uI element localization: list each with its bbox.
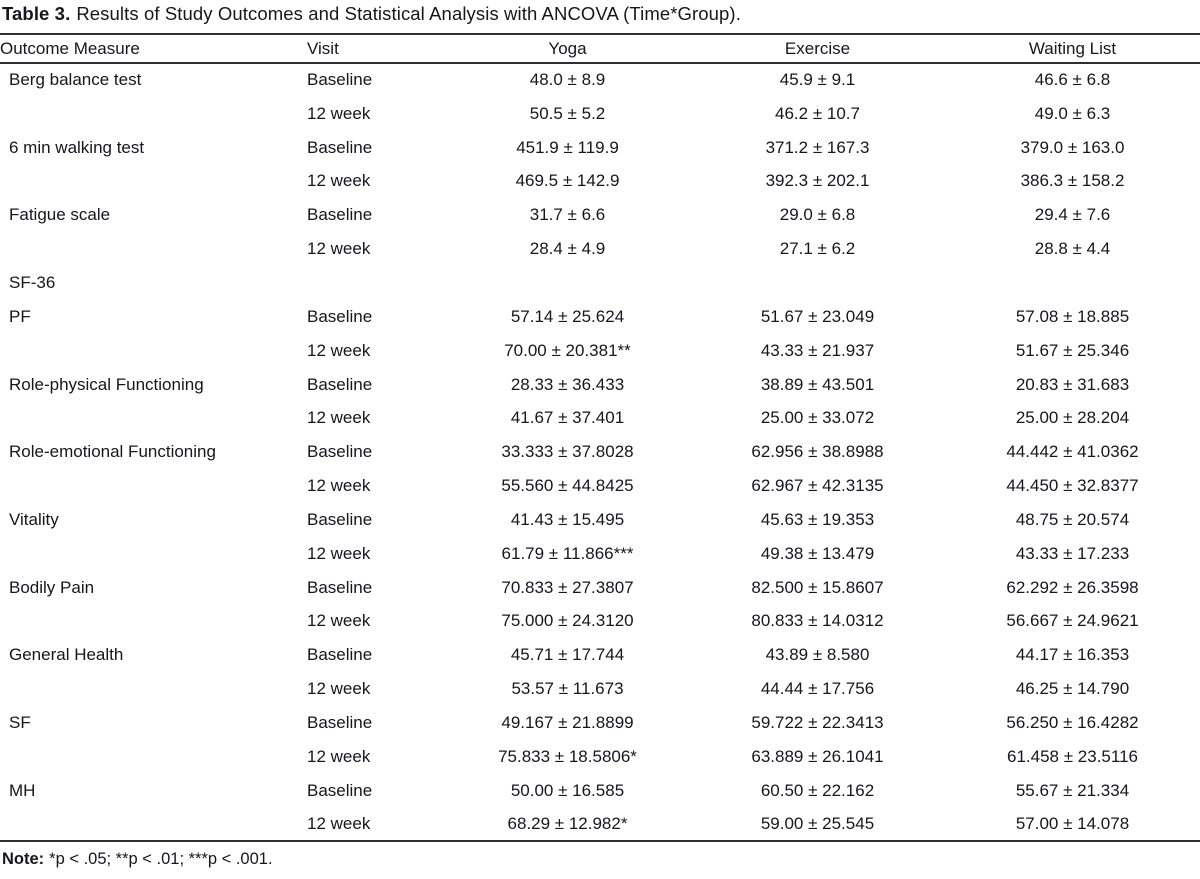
yoga-value-cell: 41.67 ± 37.401: [510, 408, 625, 428]
outcome-measure-cell: [0, 334, 307, 368]
visit-cell: 12 week: [307, 171, 371, 191]
visit-cell: Baseline: [307, 442, 373, 462]
table-row: [0, 131, 1200, 165]
table-row: [0, 435, 1200, 469]
exercise-value-cell: 44.44 ± 17.756: [760, 679, 875, 699]
results-table: [0, 33, 1200, 842]
exercise-value-cell: 43.33 ± 21.937: [760, 340, 875, 360]
visit-cell: 12 week: [307, 611, 371, 631]
yoga-value-cell: 61.79 ± 11.866***: [501, 543, 634, 563]
table-caption: Results of Study Outcomes and Statistical Analysis with ANCOVA (Time*Group).: [76, 3, 741, 24]
waiting-list-value-cell: 46.25 ± 14.790: [1015, 679, 1130, 699]
visit-cell: Baseline: [307, 509, 373, 529]
yoga-value-cell: 55.560 ± 44.8425: [501, 476, 634, 496]
exercise-value-cell: 60.50 ± 22.162: [760, 780, 875, 800]
yoga-value-cell: 41.43 ± 15.495: [510, 509, 625, 529]
header-row: [0, 34, 1200, 63]
col-header-yoga: Yoga: [445, 34, 690, 63]
table-row: [0, 537, 1200, 571]
outcome-measure-cell: General Health: [9, 645, 124, 665]
waiting-list-value-cell: 56.667 ± 24.9621: [1006, 611, 1139, 631]
col-header-exercise: Exercise: [690, 34, 945, 63]
exercise-value-cell: 43.89 ± 8.580: [765, 645, 870, 665]
visit-cell: 12 week: [307, 813, 371, 833]
yoga-value-cell: 70.00 ± 20.381**: [504, 340, 631, 360]
waiting-list-value-cell: 46.6 ± 6.8: [1034, 70, 1111, 90]
visit-cell: 12 week: [307, 239, 371, 259]
yoga-value-cell: 75.833 ± 18.5806*: [498, 746, 637, 766]
waiting-list-value-cell: 25.00 ± 28.204: [1015, 408, 1130, 428]
table-header: [0, 34, 1200, 63]
outcome-measure-cell: [0, 672, 307, 706]
note-text: *p < .05; **p < .01; ***p < .001.: [49, 850, 273, 869]
outcome-measure-cell: Role-emotional Functioning: [9, 442, 216, 462]
yoga-value-cell: 33.333 ± 37.8028: [501, 442, 634, 462]
visit-cell: 12 week: [307, 746, 371, 766]
visit-cell: Baseline: [307, 645, 373, 665]
table-row: [0, 334, 1200, 368]
yoga-value-cell: 28.33 ± 36.433: [510, 374, 625, 394]
exercise-value-cell: 82.500 ± 15.8607: [751, 577, 884, 597]
waiting-list-value-cell: 386.3 ± 158.2: [1020, 171, 1125, 191]
visit-cell: 12 week: [307, 340, 371, 360]
table-row: [0, 503, 1200, 537]
table-number-label: Table 3.: [2, 3, 71, 24]
outcome-measure-cell: [0, 469, 307, 503]
yoga-value-cell: 48.0 ± 8.9: [529, 70, 606, 90]
exercise-value-cell: 63.889 ± 26.1041: [751, 746, 884, 766]
waiting-list-value-cell: 51.67 ± 25.346: [1015, 340, 1130, 360]
yoga-value-cell: [445, 266, 690, 300]
exercise-value-cell: 51.67 ± 23.049: [760, 306, 875, 326]
waiting-list-value-cell: 44.442 ± 41.0362: [1006, 442, 1139, 462]
table-row: [0, 368, 1200, 402]
table-row: [0, 740, 1200, 774]
waiting-list-value-cell: 28.8 ± 4.4: [1034, 239, 1111, 259]
table-row: [0, 672, 1200, 706]
table-row: [0, 198, 1200, 232]
waiting-list-value-cell: 43.33 ± 17.233: [1015, 543, 1130, 563]
waiting-list-value-cell: 57.00 ± 14.078: [1015, 813, 1130, 833]
table-row: [0, 63, 1200, 97]
exercise-value-cell: 38.89 ± 43.501: [760, 374, 875, 394]
yoga-value-cell: 75.000 ± 24.3120: [501, 611, 634, 631]
yoga-value-cell: 70.833 ± 27.3807: [501, 577, 634, 597]
yoga-value-cell: 451.9 ± 119.9: [516, 137, 619, 157]
outcome-measure-cell: Vitality: [9, 509, 59, 529]
exercise-value-cell: 392.3 ± 202.1: [765, 171, 870, 191]
outcome-measure-cell: SF-36: [9, 272, 56, 292]
table-row: [0, 266, 1200, 300]
visit-cell: 12 week: [307, 543, 371, 563]
outcome-measure-cell: PF: [9, 306, 31, 326]
outcome-measure-cell: Role-physical Functioning: [9, 374, 204, 394]
outcome-measure-cell: 6 min walking test: [9, 137, 145, 157]
visit-cell: 12 week: [307, 408, 371, 428]
yoga-value-cell: 469.5 ± 142.9: [515, 171, 620, 191]
waiting-list-value-cell: 57.08 ± 18.885: [1015, 306, 1130, 326]
visit-cell: [307, 266, 445, 300]
exercise-value-cell: [690, 266, 945, 300]
exercise-value-cell: 59.722 ± 22.3413: [751, 712, 884, 732]
yoga-value-cell: 57.14 ± 25.624: [510, 306, 625, 326]
table-title: [0, 0, 1200, 33]
exercise-value-cell: 27.1 ± 6.2: [779, 239, 856, 259]
exercise-value-cell: 45.63 ± 19.353: [760, 509, 875, 529]
exercise-value-cell: 46.2 ± 10.7: [775, 103, 860, 123]
visit-cell: Baseline: [307, 780, 373, 800]
table-row: [0, 97, 1200, 131]
table-note: [0, 842, 1200, 869]
note-label: Note:: [2, 850, 45, 869]
exercise-value-cell: 62.956 ± 38.8988: [751, 442, 884, 462]
yoga-value-cell: 31.7 ± 6.6: [529, 205, 606, 225]
exercise-value-cell: 49.38 ± 13.479: [760, 543, 875, 563]
table-row: [0, 469, 1200, 503]
outcome-measure-cell: [0, 740, 307, 774]
visit-cell: Baseline: [307, 712, 373, 732]
exercise-value-cell: 25.00 ± 33.072: [760, 408, 875, 428]
table-row: [0, 605, 1200, 639]
waiting-list-value-cell: 29.4 ± 7.6: [1034, 205, 1111, 225]
waiting-list-value-cell: 379.0 ± 163.0: [1020, 137, 1125, 157]
table-row: [0, 638, 1200, 672]
outcome-measure-cell: [0, 537, 307, 571]
table-row: [0, 706, 1200, 740]
yoga-value-cell: 53.57 ± 11.673: [511, 679, 624, 699]
visit-cell: Baseline: [307, 374, 373, 394]
outcome-measure-cell: [0, 808, 307, 842]
exercise-value-cell: 29.0 ± 6.8: [779, 205, 856, 225]
outcome-measure-cell: Bodily Pain: [9, 577, 95, 597]
outcome-measure-cell: Berg balance test: [9, 70, 142, 90]
yoga-value-cell: 28.4 ± 4.9: [529, 239, 606, 259]
visit-cell: Baseline: [307, 577, 373, 597]
outcome-measure-cell: SF: [9, 712, 31, 732]
waiting-list-value-cell: 44.17 ± 16.353: [1015, 645, 1130, 665]
waiting-list-value-cell: 44.450 ± 32.8377: [1006, 476, 1139, 496]
yoga-value-cell: 49.167 ± 21.8899: [501, 712, 634, 732]
outcome-measure-cell: [0, 605, 307, 639]
outcome-measure-cell: MH: [9, 780, 36, 800]
table-row: [0, 300, 1200, 334]
visit-cell: Baseline: [307, 137, 373, 157]
table-row: [0, 165, 1200, 199]
col-header-visit: Visit: [307, 34, 445, 63]
waiting-list-value-cell: 49.0 ± 6.3: [1034, 103, 1111, 123]
table-row: [0, 401, 1200, 435]
visit-cell: 12 week: [307, 103, 371, 123]
table-row: [0, 232, 1200, 266]
outcome-measure-cell: [0, 232, 307, 266]
waiting-list-value-cell: [945, 266, 1200, 300]
visit-cell: Baseline: [307, 306, 373, 326]
table-row: [0, 774, 1200, 808]
exercise-value-cell: 371.2 ± 167.3: [765, 137, 870, 157]
outcome-measure-cell: Fatigue scale: [9, 205, 111, 225]
col-header-outcome-measure: Outcome Measure: [0, 34, 307, 63]
outcome-measure-cell: [0, 401, 307, 435]
table-body: [0, 63, 1200, 841]
waiting-list-value-cell: 48.75 ± 20.574: [1015, 509, 1130, 529]
table-row: [0, 571, 1200, 605]
waiting-list-value-cell: 62.292 ± 26.3598: [1006, 577, 1139, 597]
table-row: [0, 808, 1200, 842]
visit-cell: 12 week: [307, 476, 371, 496]
waiting-list-value-cell: 55.67 ± 21.334: [1015, 780, 1130, 800]
outcome-measure-cell: [0, 97, 307, 131]
waiting-list-value-cell: 20.83 ± 31.683: [1015, 374, 1130, 394]
exercise-value-cell: 62.967 ± 42.3135: [751, 476, 884, 496]
yoga-value-cell: 50.00 ± 16.585: [510, 780, 625, 800]
yoga-value-cell: 68.29 ± 12.982*: [507, 813, 628, 833]
visit-cell: Baseline: [307, 70, 373, 90]
exercise-value-cell: 45.9 ± 9.1: [779, 70, 856, 90]
exercise-value-cell: 80.833 ± 14.0312: [751, 611, 884, 631]
waiting-list-value-cell: 56.250 ± 16.4282: [1006, 712, 1139, 732]
yoga-value-cell: 50.5 ± 5.2: [529, 103, 606, 123]
exercise-value-cell: 59.00 ± 25.545: [760, 813, 875, 833]
outcome-measure-cell: [0, 165, 307, 199]
yoga-value-cell: 45.71 ± 17.744: [510, 645, 625, 665]
visit-cell: 12 week: [307, 679, 371, 699]
col-header-waiting-list: Waiting List: [945, 34, 1200, 63]
visit-cell: Baseline: [307, 205, 373, 225]
waiting-list-value-cell: 61.458 ± 23.5116: [1007, 746, 1138, 766]
